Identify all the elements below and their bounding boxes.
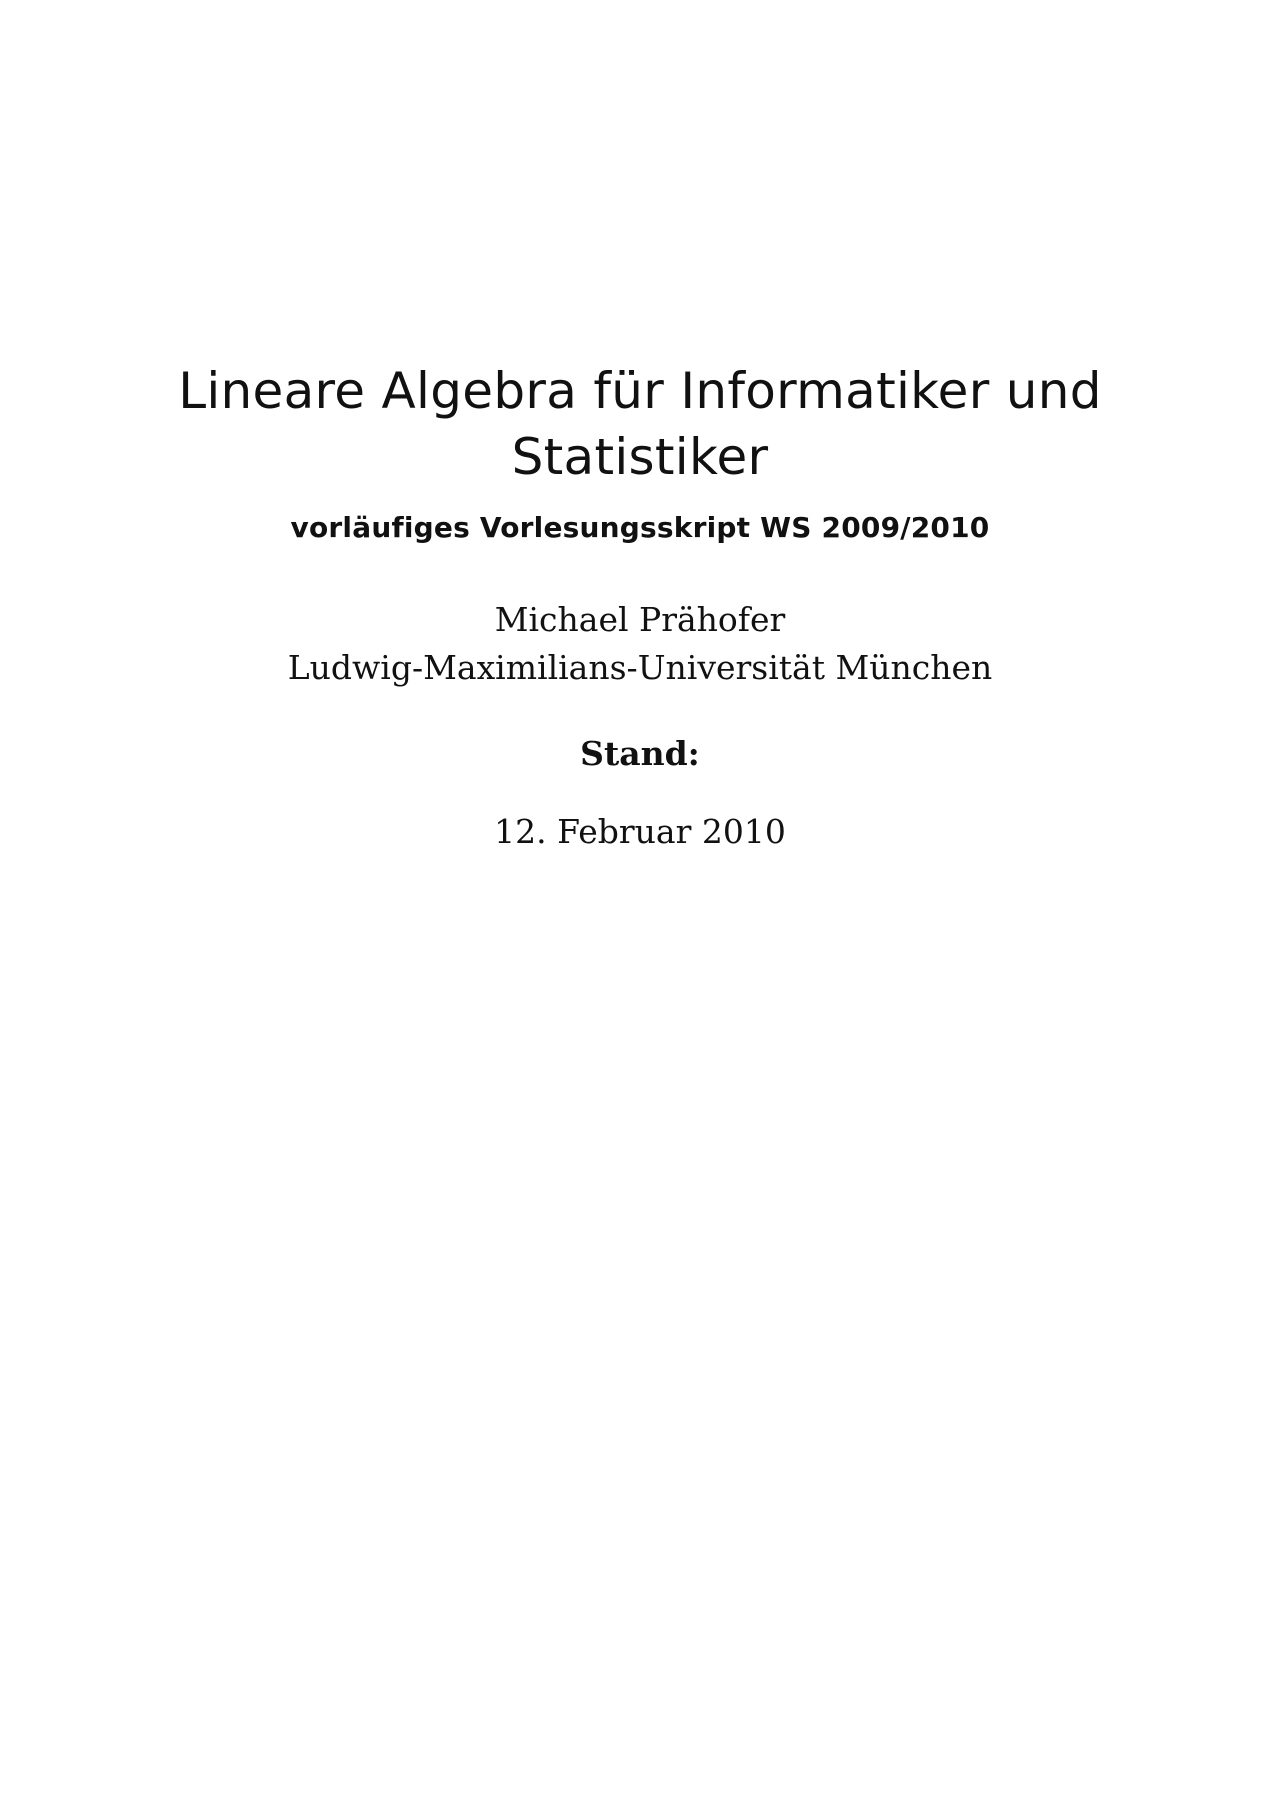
document-date: 12. Februar 2010 [494,812,786,851]
title-block [140,358,1140,854]
document-subtitle: vorläufiges Vorlesungsskript WS 2009/2010 [290,511,990,544]
stand-label: Stand: [580,734,700,773]
document-title: Lineare Algebra für Informatiker und Statistiker [178,362,1102,486]
author-affiliation: Ludwig-Maximilians-Universität München [287,648,993,687]
author-name: Michael Prähofer [494,600,786,639]
